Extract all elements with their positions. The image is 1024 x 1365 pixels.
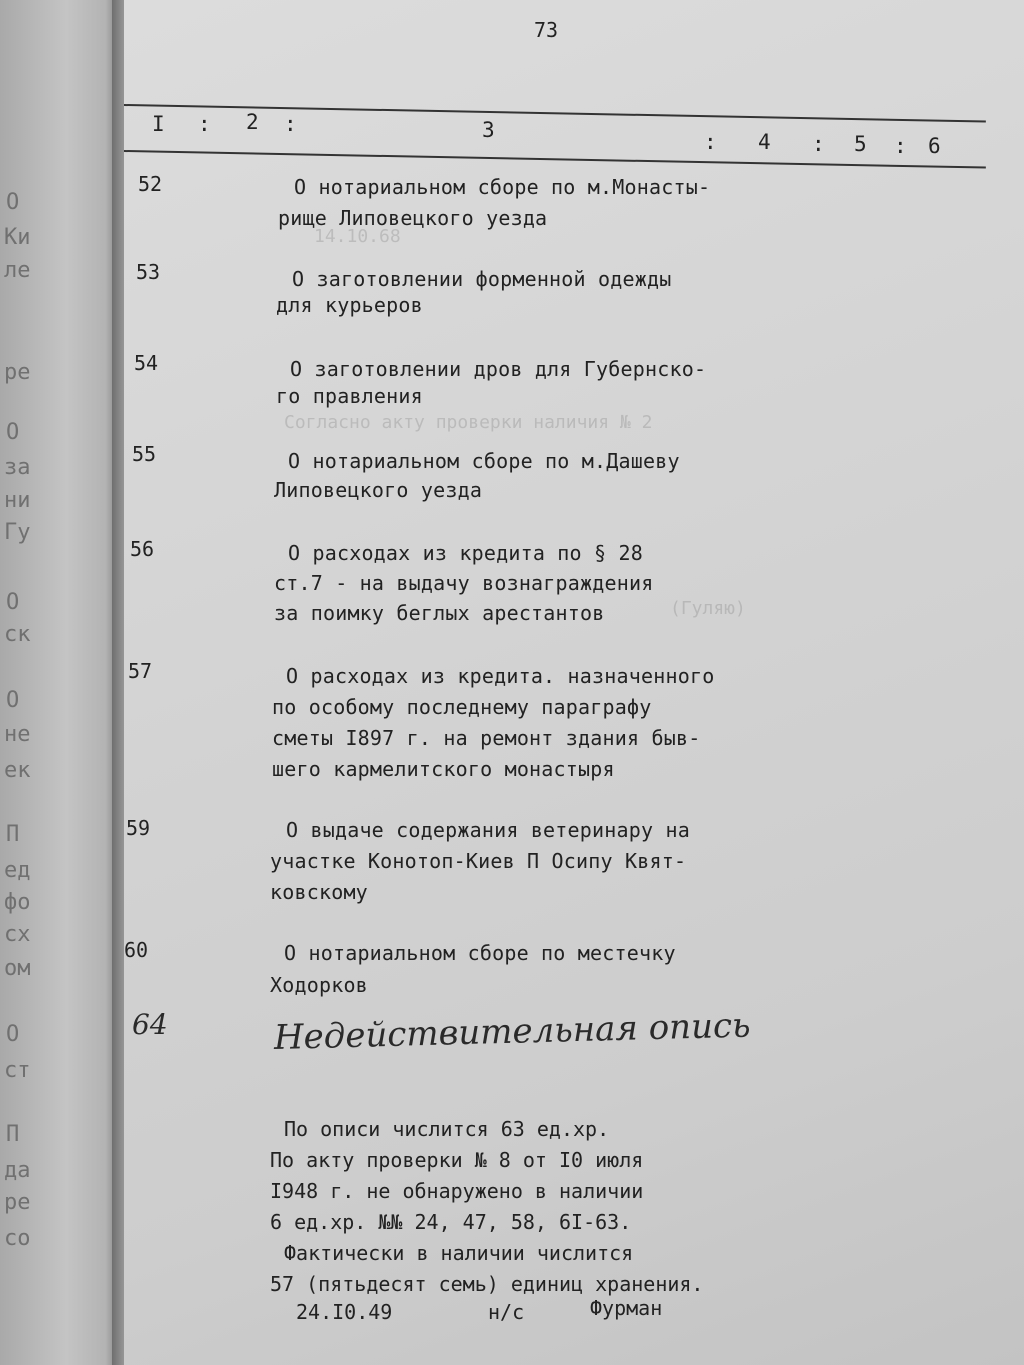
entry-title-line: О выдаче содержания ветеринару на (286, 818, 690, 842)
header-separator: : (894, 134, 907, 158)
summary-date: 24.I0.49 (296, 1300, 393, 1324)
header-col-1: I (152, 112, 165, 136)
header-separator: : (284, 112, 297, 136)
entry-number: 57 (128, 659, 153, 683)
entry-title-line: О нотариальном сборе по местечку (284, 941, 676, 965)
header-col-2: 2 (246, 110, 259, 134)
entry-title-line: ковскому (270, 880, 368, 904)
entry-number: 60 (124, 938, 149, 962)
entry-title-line: О заготовлении дров для Губернско- (290, 357, 707, 381)
summary-block (270, 1114, 703, 1300)
entry-title-line: О расходах из кредита. назначенного (286, 664, 715, 688)
header-col-4: 4 (758, 130, 771, 154)
summary-line: I948 г. не обнаружено в наличии (270, 1179, 644, 1203)
summary-line: 57 (пятьдесят семь) единиц хранения. (270, 1272, 704, 1296)
header-separator: : (812, 132, 825, 156)
signature-name: Фурман (590, 1296, 663, 1320)
entry-title-line: рище Липовецкого уезда (278, 206, 548, 230)
left-page-edge: О Ки ле ре О за ни Гу О ск О не ек П ед фо сх ом О ст П да ре со (0, 0, 120, 1365)
entry-title-line: О нотариальном сборе по м.Дашеву (288, 449, 680, 473)
summary-line: По описи числится 63 ед.хр. (284, 1117, 610, 1141)
entry-title-line: ст.7 - на выдачу вознаграждения (274, 571, 654, 595)
entry-title-line: шего кармелитского монастыря (272, 757, 615, 781)
handwritten-note: Недействительная опись (273, 1005, 752, 1058)
header-separator: : (704, 130, 717, 154)
entry-title-line: за поимку беглых арестантов (274, 601, 605, 625)
bleed-through-text: (Гуляю) (670, 598, 746, 619)
entry-title-line: го правления (276, 384, 423, 408)
entry-title-line: Липовецкого уезда (274, 478, 483, 502)
summary-line: 6 ед.хр. №№ 24, 47, 58, 6I-63. (270, 1210, 632, 1234)
entry-number: 52 (138, 172, 163, 196)
entry-number: 53 (136, 260, 161, 284)
entry-title-line: О расходах из кредита по § 28 (288, 541, 643, 565)
entry-title-line: О нотариальном сборе по м.Монасты- (294, 175, 711, 199)
entry-title-line: О заготовлении форменной одежды (292, 267, 672, 291)
header-col-3: 3 (482, 118, 495, 142)
entry-number: 54 (134, 351, 159, 375)
entry-title-line: сметы I897 г. на ремонт здания быв- (272, 726, 701, 750)
signature-mark: н/с (488, 1300, 525, 1324)
entry-title-line: Ходорков (270, 973, 368, 997)
entry-title-line: участке Конотоп-Киев П Осипу Квят- (270, 849, 687, 873)
bleed-through-text: 14.10.68 (314, 226, 401, 247)
header-col-6: 6 (928, 134, 941, 158)
summary-line: По акту проверки № 8 от I0 июля (270, 1148, 644, 1172)
page-number: 73 (534, 18, 559, 42)
entry-title-line: по особому последнему параграфу (272, 695, 652, 719)
entry-number: 59 (126, 816, 151, 840)
entry-number: 56 (130, 537, 155, 561)
bleed-through-text: Согласно акту проверки наличия № 2 (284, 412, 653, 433)
document-page (124, 0, 1024, 1365)
entry-number: 55 (132, 442, 157, 466)
header-col-5: 5 (854, 132, 867, 156)
entry-title-line: для курьеров (276, 293, 423, 317)
header-separator: : (198, 112, 211, 136)
handwritten-number: 64 (132, 1008, 168, 1041)
summary-line: Фактически в наличии числится (284, 1241, 634, 1265)
